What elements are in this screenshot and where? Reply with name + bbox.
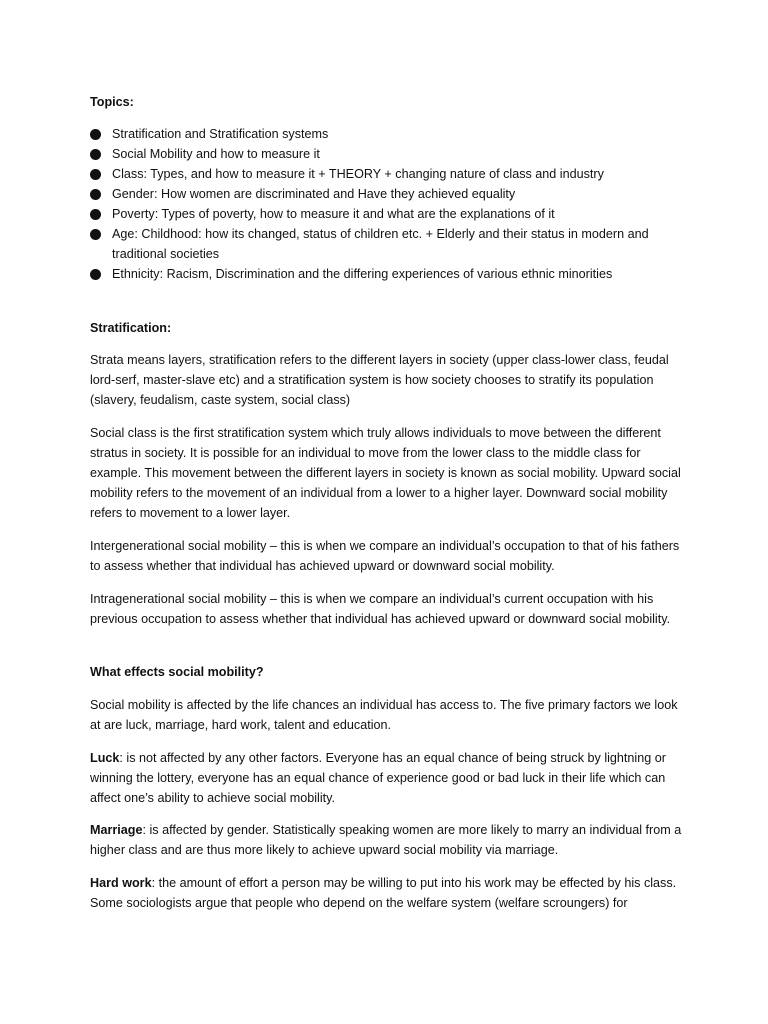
luck-paragraph xyxy=(90,748,690,808)
marriage-text: : is affected by gender. Statistically speaking women are more likely to marry an individual from a higher class and are thus more likely to achieve upward social mobility via marriage. xyxy=(90,823,682,857)
marriage-paragraph xyxy=(90,820,690,860)
list-item xyxy=(90,184,690,204)
intergenerational-paragraph: Intergenerational social mobility – this is when we compare an individual’s occupation to that of his fathers to assess whether that individual has achieved upward or downward social mobility. xyxy=(90,539,680,573)
list-item-text: Poverty: Types of poverty, how to measure it and what are the explanations of it xyxy=(112,207,555,221)
marriage-term: Marriage xyxy=(90,823,143,837)
list-item-text: Social Mobility and how to measure it xyxy=(112,147,320,161)
list-item xyxy=(90,264,690,284)
list-item-text: Age: Childhood: how its changed, status of children etc. + Elderly and their status in modern and traditional societies xyxy=(112,227,649,261)
list-item-text: Gender: How women are discriminated and Have they achieved equality xyxy=(112,187,516,201)
list-item xyxy=(90,164,690,184)
hard-work-text: : the amount of effort a person may be willing to put into his work may be effected by his class. Some sociologists argue that people who depend on the welfare system (welfare scroungers) for xyxy=(90,876,677,910)
effects-heading: What effects social mobility? xyxy=(90,665,264,679)
hard-work-term: Hard work xyxy=(90,876,152,890)
list-item xyxy=(90,204,690,224)
luck-term: Luck xyxy=(90,751,120,765)
bullet-icon xyxy=(90,269,101,280)
effects-intro-paragraph: Social mobility is affected by the life chances an individual has access to. The five primary factors we look at are luck, marriage, hard work, talent and education. xyxy=(90,698,678,732)
intragenerational-paragraph: Intragenerational social mobility – this is when we compare an individual’s current occupation with his previous occupation to assess whether that individual has achieved upward or downward social mobility. xyxy=(90,592,671,626)
topics-heading: Topics: xyxy=(90,95,134,109)
list-item xyxy=(90,144,690,164)
list-item-text: Class: Types, and how to measure it + THEORY + changing nature of class and industry xyxy=(112,167,604,181)
list-item-text: Stratification and Stratification systems xyxy=(112,127,329,141)
bullet-icon xyxy=(90,209,101,220)
hard-work-paragraph xyxy=(90,873,690,913)
list-item-text: Ethnicity: Racism, Discrimination and the differing experiences of various ethnic minorities xyxy=(112,267,613,281)
list-item xyxy=(90,224,690,264)
topics-list xyxy=(90,124,690,284)
luck-text: : is not affected by any other factors. Everyone has an equal chance of being struck by lightning or winning the lottery, everyone has an equal chance of experience good or bad luck in their life which can affect one’s ability to achieve social mobility. xyxy=(90,751,666,805)
bullet-icon xyxy=(90,149,101,160)
bullet-icon xyxy=(90,169,101,180)
bullet-icon xyxy=(90,229,101,240)
strata-paragraph: Strata means layers, stratification refers to the different layers in society (upper class-lower class, feudal lord-serf, master-slave etc) and a stratification system is how society chooses to stratify its population (slavery, feudalism, caste system, social class) xyxy=(90,353,669,407)
list-item xyxy=(90,124,690,144)
social-class-paragraph: Social class is the first stratification system which truly allows individuals to move between the different stratus in society. It is possible for an individual to move from the lower class to the middle class for example. This movement between the different layers in society is known as social mobility. Upward social mobility refers to the movement of an individual from a lower to a higher layer. Downward social mobility refers to movement to a lower layer. xyxy=(90,426,681,520)
stratification-heading: Stratification: xyxy=(90,321,172,335)
bullet-icon xyxy=(90,129,101,140)
bullet-icon xyxy=(90,189,101,200)
